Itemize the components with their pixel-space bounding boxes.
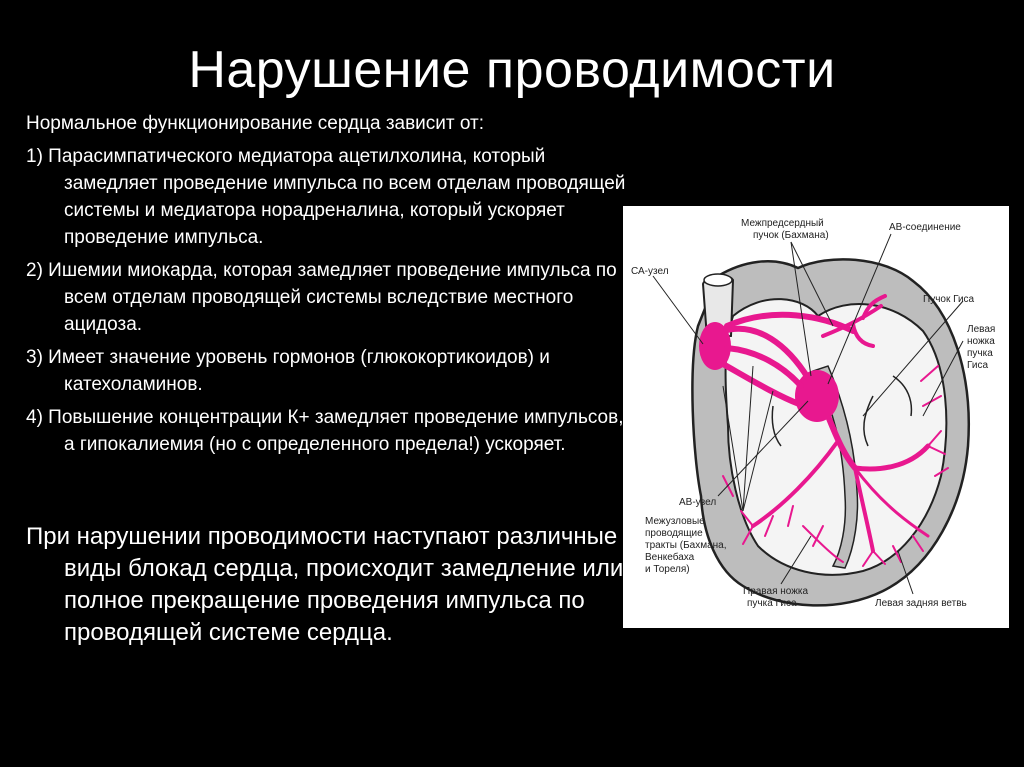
- intro-text: Нормальное функционирование сердца зависит от:: [26, 113, 485, 134]
- label-right-branch-1: Правая ножка: [743, 586, 809, 597]
- av-node: [795, 370, 839, 422]
- label-his-bundle: Пучок Гиса: [923, 294, 975, 305]
- label-left-branch-4: Гиса: [967, 360, 989, 371]
- heart-conduction-diagram: [623, 206, 1009, 628]
- list-item-3: 3) Имеет значение уровень гормонов (глюкокортикоидов) и катехоламинов.: [26, 347, 550, 395]
- heart-diagram-svg: [623, 206, 1009, 628]
- label-internodal-5: и Тореля): [645, 564, 690, 575]
- list-item-1: 1) Парасимпатического медиатора ацетилхолина, который замедляет проведение импульса по всем отделам проводящей системы и медиатора норадреналина, который ускоряет проведение импульса.: [26, 146, 626, 248]
- label-left-branch-3: пучка: [967, 348, 993, 359]
- label-av-node: АВ-узел: [679, 497, 717, 508]
- label-sa-node: СА-узел: [631, 266, 669, 277]
- label-internodal-4: Венкебаха: [645, 552, 695, 563]
- slide-title: Нарушение проводимости: [188, 41, 836, 99]
- label-left-posterior: Левая задняя ветвь: [875, 598, 967, 609]
- label-left-branch-2: ножка: [967, 336, 995, 347]
- list-item-4: 4) Повышение концентрации К+ замедляет проведение импульсов, а гипокалиемия (но с определенного предела!) ускоряет.: [26, 407, 624, 455]
- label-internodal-2: проводящие: [645, 528, 703, 539]
- label-av-junction: АВ-соединение: [889, 222, 961, 233]
- conclusion-text: При нарушении проводимости наступают различные виды блокад сердца, происходит замедление или полное прекращение проведения импульса по проводящей системе сердца.: [26, 523, 624, 646]
- label-internodal-3: тракты (Бахмана,: [645, 540, 727, 551]
- body-text: [26, 110, 626, 464]
- list-item-2: 2) Ишемии миокарда, которая замедляет проведение импульса по всем отделам проводящей системы вследствие местного ацидоза.: [26, 260, 617, 335]
- label-bachmann-1: Межпредсердный: [741, 218, 824, 229]
- label-left-branch-1: Левая: [967, 324, 996, 335]
- label-right-branch-2: пучка Гиса: [747, 598, 797, 609]
- label-internodal-1: Межузловые: [645, 516, 705, 527]
- label-bachmann-2: пучок (Бахмана): [753, 230, 829, 241]
